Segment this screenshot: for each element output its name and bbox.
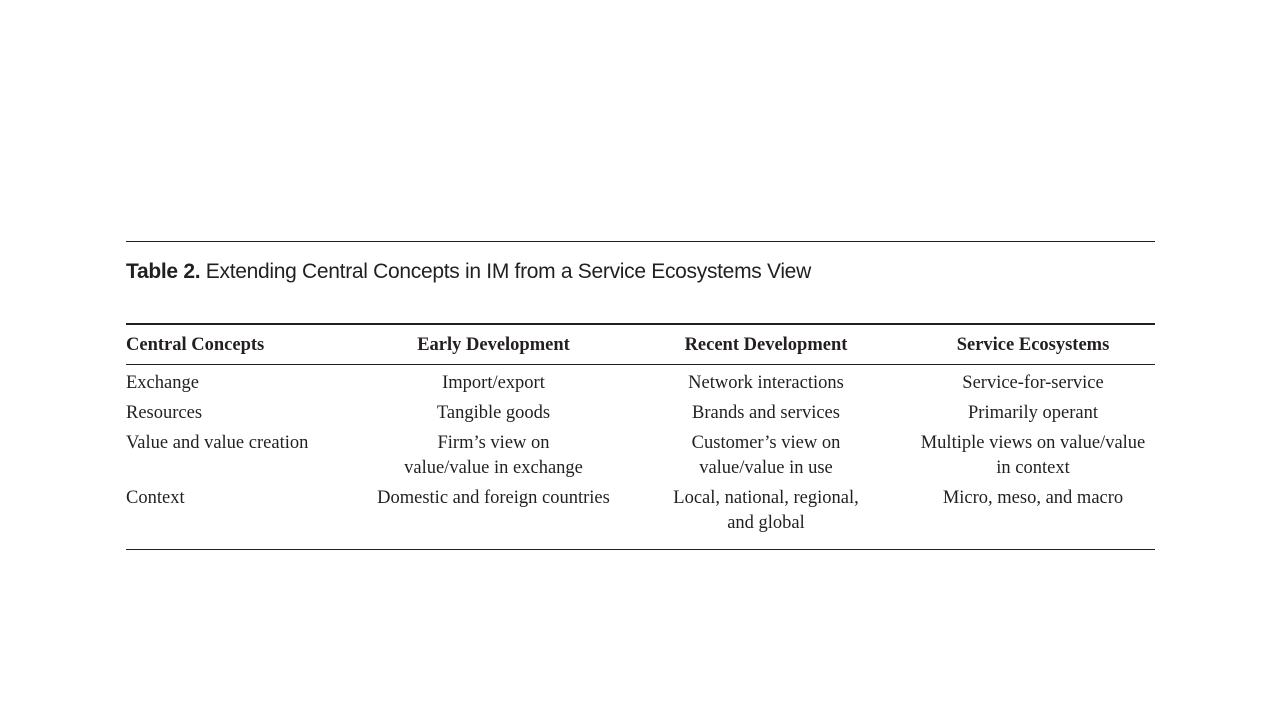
cell-ecosystems xyxy=(911,365,1155,402)
cell-recent xyxy=(621,431,911,486)
table-figure xyxy=(126,241,1155,550)
cell-line: Domestic and foreign countries xyxy=(377,488,610,508)
caption-label: Table 2. xyxy=(126,260,201,283)
cell-line: Micro, meso, and macro xyxy=(942,488,1124,508)
cell-recent xyxy=(621,365,911,402)
header-row xyxy=(126,324,1155,365)
cell-concept: Resources xyxy=(126,403,203,423)
cell-line: Service-for-service xyxy=(962,373,1104,393)
cell-concept: Context xyxy=(126,488,185,508)
cell-early xyxy=(366,401,621,431)
cell-early xyxy=(366,431,621,486)
table-row xyxy=(126,365,1155,402)
cell-line: and global xyxy=(727,513,805,533)
cell-concept: Value and value creation xyxy=(126,433,309,453)
data-table xyxy=(126,323,1155,550)
cell-ecosystems xyxy=(911,401,1155,431)
cell-line: Brands and services xyxy=(692,403,840,423)
header-service-ecosystems: Service Ecosystems xyxy=(956,335,1110,355)
table-row xyxy=(126,401,1155,431)
header-recent-development: Recent Development xyxy=(684,335,848,355)
cell-line: Import/export xyxy=(442,373,545,393)
cell-line: Local, national, regional, xyxy=(673,488,859,508)
cell-line: Multiple views on value/value xyxy=(920,433,1146,453)
cell-ecosystems xyxy=(911,486,1155,550)
cell-line: Firm’s view on xyxy=(437,433,550,453)
cell-line: Customer’s view on xyxy=(691,433,841,453)
cell-line: value/value in exchange xyxy=(404,458,583,478)
top-rule xyxy=(126,241,1155,242)
header-central-concepts: Central Concepts xyxy=(126,335,265,355)
cell-line: Primarily operant xyxy=(968,403,1098,423)
table-row xyxy=(126,431,1155,486)
caption-title: Extending Central Concepts in IM from a Service Ecosystems View xyxy=(205,260,811,283)
table-row xyxy=(126,486,1155,550)
cell-ecosystems xyxy=(911,431,1155,486)
cell-line: in context xyxy=(996,458,1070,478)
cell-line: Network interactions xyxy=(688,373,844,393)
header-early-development: Early Development xyxy=(417,335,570,355)
table-caption xyxy=(126,259,1155,289)
cell-recent xyxy=(621,486,911,550)
cell-line: Tangible goods xyxy=(436,403,551,423)
cell-concept: Exchange xyxy=(126,373,199,393)
cell-early xyxy=(366,486,621,550)
cell-early xyxy=(366,365,621,402)
cell-line: value/value in use xyxy=(699,458,833,478)
cell-recent xyxy=(621,401,911,431)
